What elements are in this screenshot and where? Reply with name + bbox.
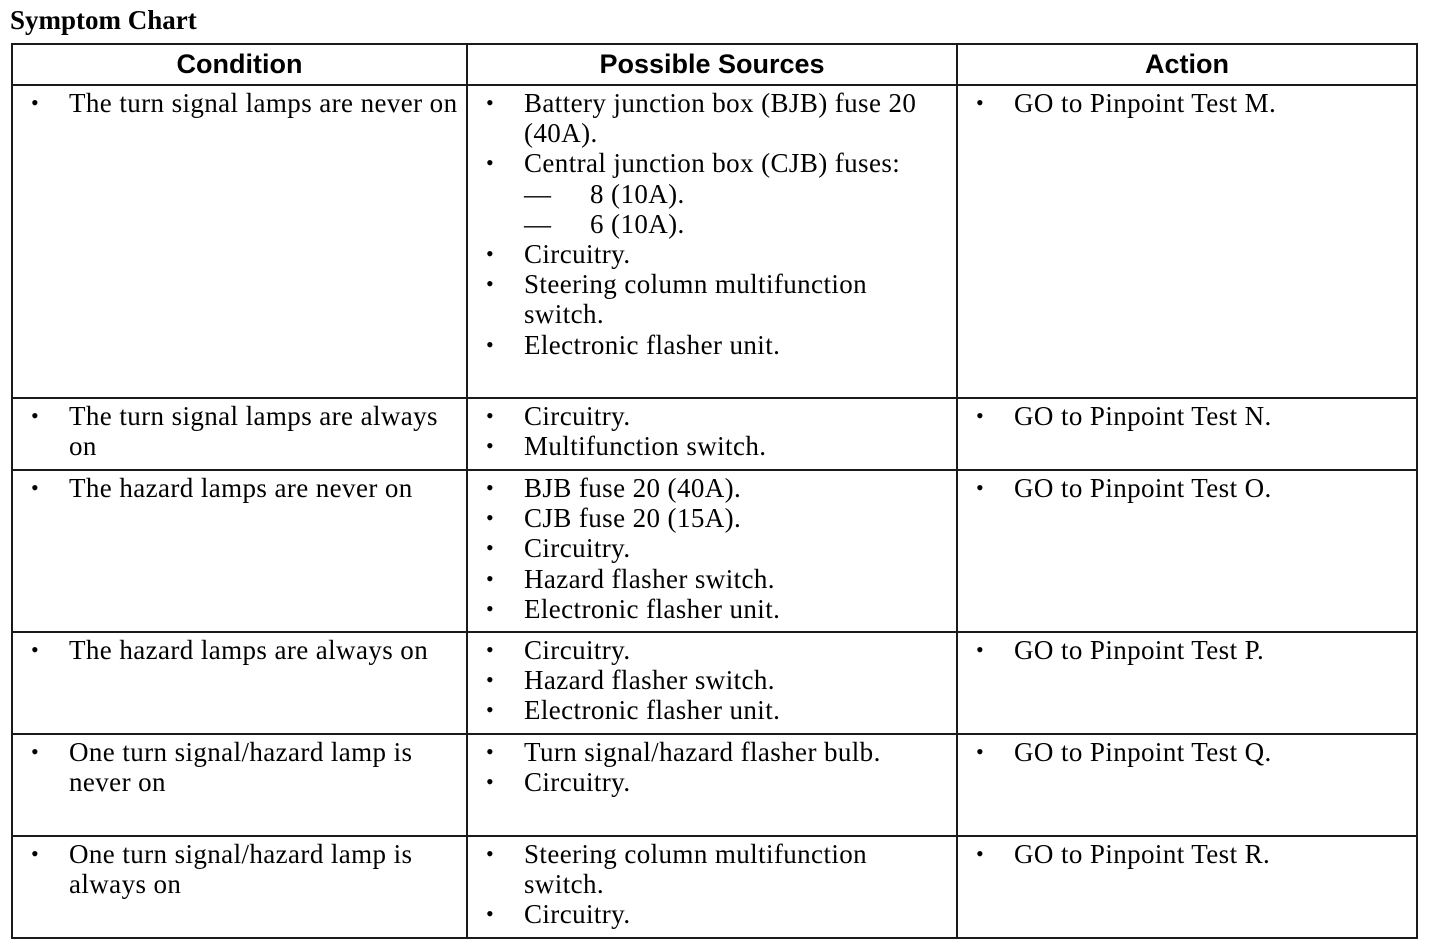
condition-text: • One turn signal/hazard lamp is never on: [25, 737, 460, 797]
source-item: • Steering column multifunction switch.: [480, 269, 950, 329]
condition-cell: [12, 836, 467, 938]
condition-cell: [12, 470, 467, 632]
action-cell: [957, 398, 1417, 470]
page-title: Symptom Chart: [10, 5, 197, 35]
action-text: • GO to Pinpoint Test O.: [970, 473, 1410, 503]
table-row: [12, 632, 1417, 734]
source-item: • CJB fuse 20 (15A).: [480, 503, 950, 533]
sources-cell: [467, 398, 957, 470]
source-item: • Battery junction box (BJB) fuse 20 (40A).: [480, 88, 950, 148]
source-item-text: Central junction box (CJB) fuses:: [524, 148, 901, 179]
condition-cell: [12, 398, 467, 470]
source-item: • Circuitry.: [480, 401, 950, 431]
condition-text: • One turn signal/hazard lamp is always on: [25, 839, 460, 899]
action-text: • GO to Pinpoint Test P.: [970, 635, 1410, 665]
action-cell: [957, 734, 1417, 836]
source-item: • Electronic flasher unit.: [480, 594, 950, 624]
action-text: • GO to Pinpoint Test R.: [970, 839, 1410, 869]
source-item: • Turn signal/hazard flasher bulb.: [480, 737, 950, 767]
source-item: • Circuitry.: [480, 767, 950, 797]
action-text: • GO to Pinpoint Test M.: [970, 88, 1410, 118]
action-text: • GO to Pinpoint Test N.: [970, 401, 1410, 431]
condition-cell: [12, 632, 467, 734]
table-row: [12, 470, 1417, 632]
source-item: • Steering column multifunction switch.: [480, 839, 950, 899]
sub-source-item: — 6 (10A).: [524, 209, 950, 239]
source-item: [480, 148, 950, 239]
table-row: [12, 836, 1417, 938]
source-item: • Circuitry.: [480, 635, 950, 665]
column-header-possible-sources: Possible Sources: [467, 44, 957, 85]
source-item: • Hazard flasher switch.: [480, 564, 950, 594]
condition-cell: [12, 85, 467, 398]
symptom-table: [11, 43, 1418, 939]
sources-cell: [467, 470, 957, 632]
condition-text: • The turn signal lamps are never on: [25, 88, 460, 118]
source-item: • BJB fuse 20 (40A).: [480, 473, 950, 503]
sources-cell: [467, 836, 957, 938]
column-header-action: Action: [957, 44, 1417, 85]
condition-text: • The hazard lamps are never on: [25, 473, 460, 503]
table-row: [12, 398, 1417, 470]
sub-source-item: — 8 (10A).: [524, 179, 950, 209]
action-cell: [957, 470, 1417, 632]
source-item: • Hazard flasher switch.: [480, 665, 950, 695]
condition-text: • The hazard lamps are always on: [25, 635, 460, 665]
source-item: • Circuitry.: [480, 899, 950, 929]
table-row: [12, 734, 1417, 836]
source-item: • Electronic flasher unit.: [480, 695, 950, 725]
action-text: • GO to Pinpoint Test Q.: [970, 737, 1410, 767]
sources-cell: [467, 85, 957, 398]
table-row: [12, 85, 1417, 398]
condition-cell: [12, 734, 467, 836]
action-cell: [957, 85, 1417, 398]
table-header-row: [12, 44, 1417, 85]
action-cell: [957, 632, 1417, 734]
source-item: • Circuitry.: [480, 239, 950, 269]
source-item: • Electronic flasher unit.: [480, 330, 950, 360]
source-item: • Multifunction switch.: [480, 431, 950, 461]
sources-cell: [467, 632, 957, 734]
column-header-condition: Condition: [12, 44, 467, 85]
sources-cell: [467, 734, 957, 836]
source-item: • Circuitry.: [480, 533, 950, 563]
condition-text: • The turn signal lamps are always on: [25, 401, 460, 461]
action-cell: [957, 836, 1417, 938]
